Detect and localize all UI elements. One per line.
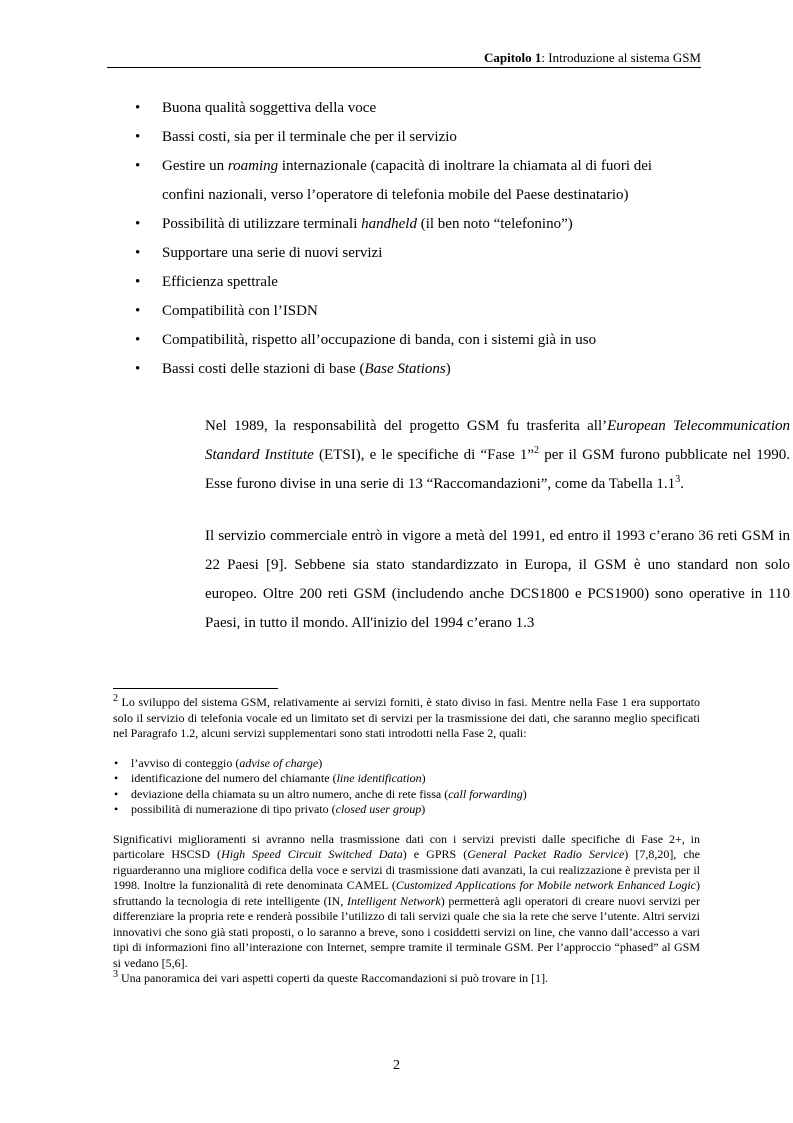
footnote-ref-2[interactable]: 2 — [533, 445, 539, 456]
footnote-3: $^3$ Una panoramica dei vari aspetti coperti da queste Raccomandazioni si può trovare in [1]. — [113, 969, 549, 985]
footnote-rule — [113, 688, 278, 689]
footnotes — [113, 695, 700, 987]
list-item: • identificazione del numero del chiamante (line identification) — [114, 771, 426, 785]
bullet-icon: • — [135, 129, 141, 145]
list-item: • Bassi costi delle stazioni di base (Base Stations) — [107, 355, 701, 384]
list-item: • Bassi costi, sia per il terminale che per il servizio — [107, 123, 701, 152]
footnote-2-intro: $^2$ Lo sviluppo del sistema GSM, relativamente ai servizi forniti, è stato diviso in fasi. Mentre nella Fase 1 era supportato solo il servizio di telefonia vocale ed un limitato set di servizi per la trasmissione dei dati, che saranno meglio specificati nel Paragrafo 1.2, alcuni servizi supplementari sono stati introdotti nella Fase 2, quali: — [113, 693, 700, 740]
paragraph-etsi: Nel 1989, la responsabilità del progetto GSM fu trasferita all’European Telecommunication Standard Institute (ETSI), e le specifiche di “Fase 1”$^2$ per il GSM furono pubblicate nel 1990. Esse furono divise in una serie di 13 “Raccomandazioni”, come da Tabella $1.1^3$. — [205, 418, 791, 492]
footnote-ref-3[interactable]: 3 — [675, 474, 681, 485]
bullet-icon: • — [135, 332, 141, 348]
bullet-icon: • — [114, 771, 119, 785]
list-item: • Compatibilità, rispetto all’occupazione di banda, con i sistemi già in uso — [107, 326, 701, 355]
list-item: • Possibilità di utilizzare terminali handheld (il ben noto “telefonino”) — [107, 210, 701, 239]
running-header — [107, 50, 701, 66]
footnote-2-detail: Significativi miglioramenti si avranno nella trasmissione dati con i servizi previsti dalle specifiche di Fase 2+, in particolare HSCSD (High Speed Circuit Switched Data) e GPRS (General Packet Radio Service) [7,8,20], che riguarderanno una migliore codifica della voce e servizi di trasmissione dati avanzati, la cui realizzazione è prevista per il 1998. Inoltre la funzionalità di rete denominata CAMEL (Customized Applications for Mobile network Enhanced Logic) sfruttando la tecnologia di rete intelligente (IN, Intelligent Network) permetterà agli operatori di creare nuovi servizi per differenziare la propria rete e renderà possibile l’utilizzo di tali servizi quale che sia la rete che serve l’utente. Altri servizi innovativi che sono già stati proposti, o lo saranno a breve, sono i cosiddetti servizi on line, che vanno dall’accesso a vari tipi di informazioni fino all’interazione con Internet, sempre tramite il terminale GSM. Per l’approccio “phased” al GSM si vedano [5,6]. — [113, 831, 701, 970]
bullet-icon: • — [135, 274, 141, 290]
list-item: • Supportare una serie di nuovi servizi — [107, 239, 701, 268]
list-item: • Buona qualità soggettiva della voce — [107, 94, 701, 123]
list-item: • Compatibilità con l’ISDN — [107, 297, 701, 326]
bullet-icon: • — [135, 216, 141, 232]
paragraph-commercial-service: Il servizio commerciale entrò in vigore a metà del 1991, ed entro il 1993 c’erano 36 reti GSM in 22 Paesi [9]. Sebbene sia stato standardizzato in Europa, il GSM è uno standard non solo europeo. Oltre 200 reti GSM (includendo anche DCS1800 e PCS1900) sono operative in 110 Paesi, in tutto il mondo. All'inizio del 1994 c’erano 1.3 — [205, 528, 790, 631]
bullet-icon: • — [114, 755, 119, 770]
header-rule — [107, 67, 701, 68]
chapter-title: : Introduzione al sistema GSM — [541, 50, 701, 65]
bullet-icon: • — [114, 786, 119, 801]
footnote-number: 2 — [113, 693, 118, 704]
bullet-icon: • — [114, 802, 119, 816]
list-item: • Gestire un roaming internazionale (capacità di inoltrare la chiamata al di fuori dei confini nazionali, verso l’operatore di telefonia mobile del Paese destinatario) — [107, 152, 701, 210]
bullet-icon: • — [135, 158, 141, 174]
bullet-icon: • — [135, 245, 141, 261]
list-item: • deviazione della chiamata su un altro numero, anche di rete fissa (call forwarding) — [114, 786, 527, 801]
footnote-2-list — [113, 756, 700, 818]
footnote-number: 3 — [113, 969, 118, 980]
bullet-icon: • — [135, 100, 141, 116]
chapter-label: Capitolo 1 — [483, 50, 542, 65]
requirements-list — [107, 94, 701, 384]
bullet-icon: • — [135, 361, 141, 377]
list-item: • possibilità di numerazione di tipo privato (closed user group) — [114, 802, 426, 816]
page-number: 2 — [393, 1058, 400, 1073]
bullet-icon: • — [135, 303, 141, 319]
list-item: • Efficienza spettrale — [107, 268, 701, 297]
list-item: • l’avviso di conteggio (advise of charge) — [114, 755, 323, 770]
